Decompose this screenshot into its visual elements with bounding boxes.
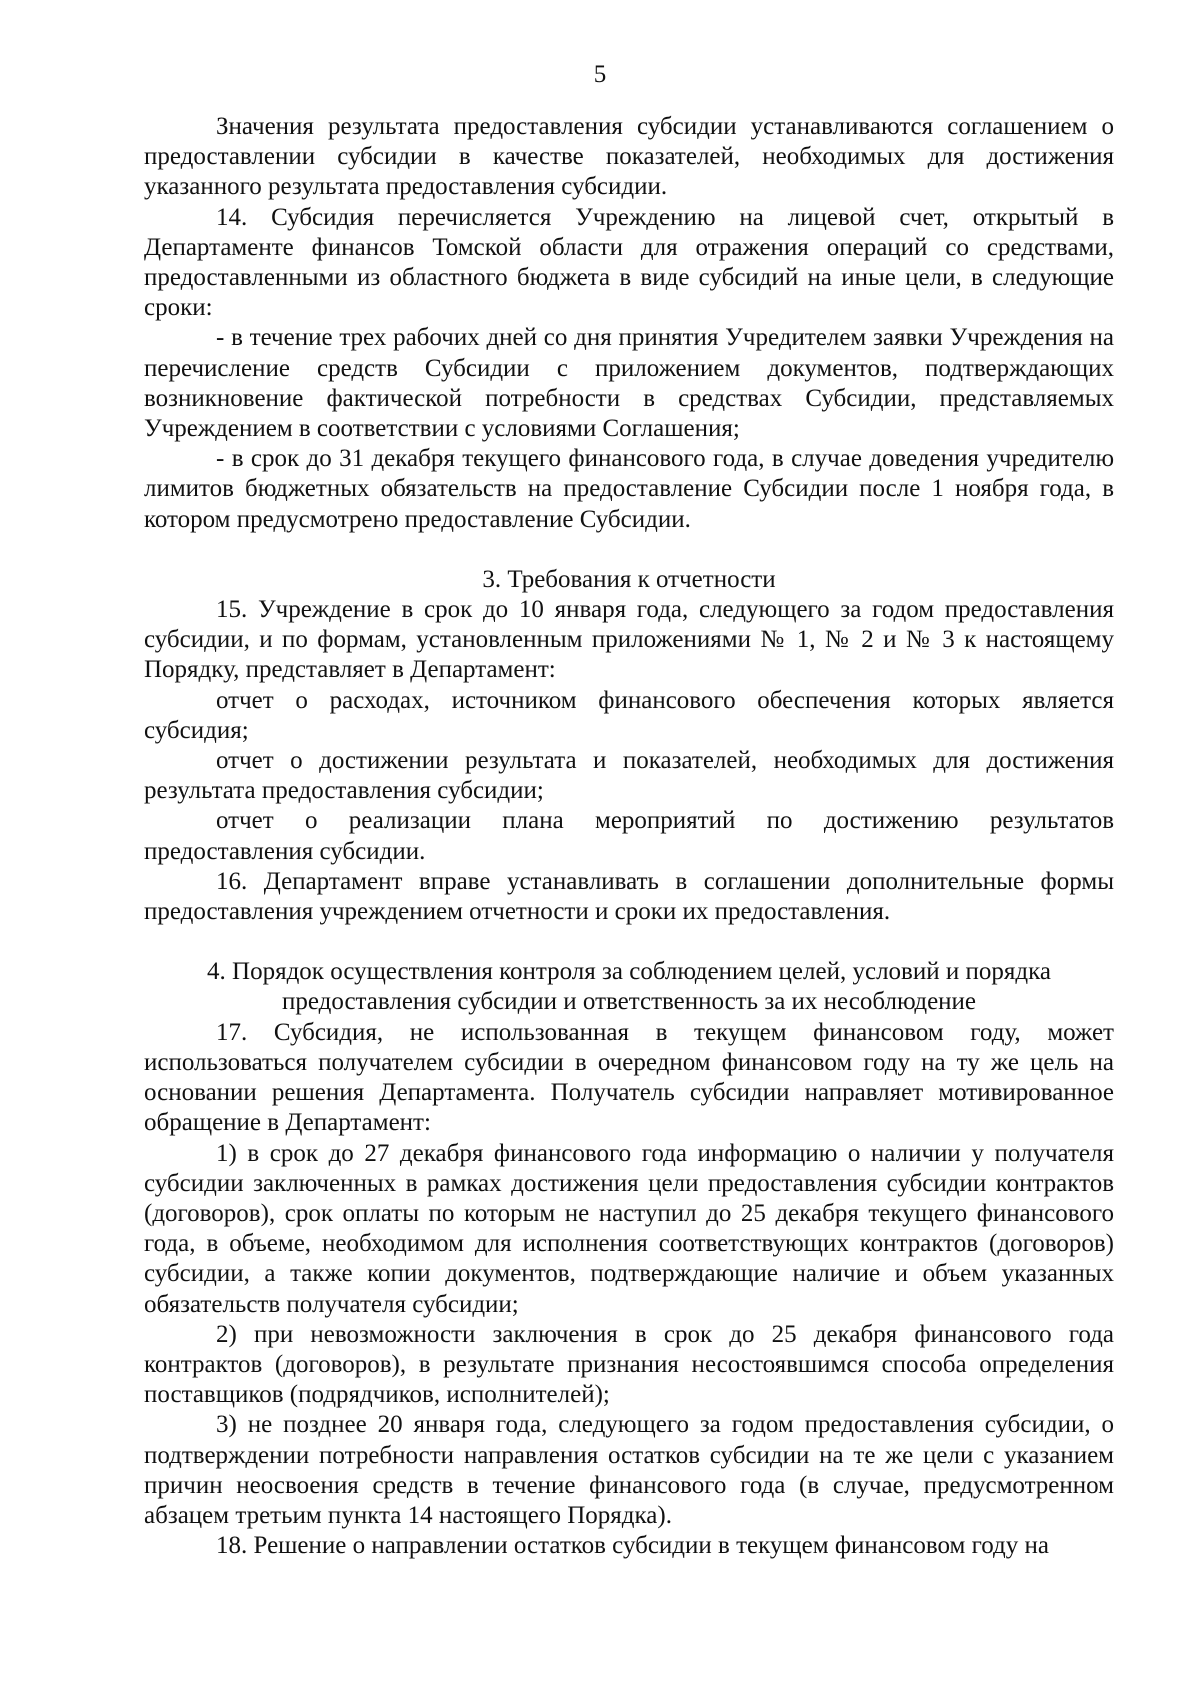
page-number: 5 (593, 61, 607, 88)
section-4-heading-line-2: предоставления субсидии и ответственность за их несоблюдение (281, 988, 977, 1016)
paragraph-16: 16. Департамент вправе устанавливать в соглашении дополнительные формы предоставления учреждением отчетности и сроки их предоставления. (144, 867, 1114, 926)
document-body (144, 112, 1114, 1561)
section-4-heading-line-1: 4. Порядок осуществления контроля за соблюдением целей, условий и порядка (207, 958, 1051, 986)
paragraph-result-values: Значения результата предоставления субсидии устанавливаются соглашением о предоставлении субсидии в качестве показателей, необходимых для достижения указанного результата предоставления субсидии. (144, 113, 1114, 201)
section-4-heading (144, 957, 1114, 1017)
paragraph-14: 14. Субсидия перечисляется Учреждению на лицевой счет, открытый в Департаменте финансов Томской области для отражения операций со средствами, предоставленными из областного бюджета в виде субсидий на иные цели, в следующие сроки: (144, 203, 1114, 322)
section-spacer (144, 535, 1114, 565)
paragraph-18: 18. Решение о направлении остатков субсидии в текущем финансовом году на (216, 1532, 1049, 1560)
paragraph-14-item-2: - в срок до 31 декабря текущего финансового года, в случае доведения учредителю лимитов бюджетных обязательств на предоставление Субсидии после 1 ноября года, в котором предусмотрено предоставление Субсидии. (144, 445, 1114, 533)
paragraph-15-report-expenses: отчет о расходах, источником финансового обеспечения которых является субсидия; (144, 686, 1114, 744)
paragraph-15: 15. Учреждение в срок до 10 января года, следующего за годом предоставления субсидии, и по формам, установленным приложениями № 1, № 2 и № 3 к настоящему Порядку, представляет в Департамент: (144, 596, 1114, 684)
paragraph-17-item-2: 2) при невозможности заключения в срок до 25 декабря финансового года контрактов (договоров), в результате признания несостоявшимся способа определения поставщиков (подрядчиков, исполнителей); (144, 1320, 1114, 1409)
paragraph-14-item-1: - в течение трех рабочих дней со дня принятия Учредителем заявки Учреждения на перечисление средств Субсидии с приложением документов, подтверждающих возникновение фактической потребности в средствах Субсидии, представляемых Учреждением в соответствии с условиями Соглашения; (144, 324, 1114, 443)
paragraph-17: 17. Субсидия, не использованная в текущем финансовом году, может использоваться получателем субсидии в очередном финансовом году на ту же цель на основании решения Департамента. Получатель субсидии направляет мотивированное обращение в Департамент: (144, 1018, 1114, 1137)
paragraph-17-item-1: 1) в срок до 27 декабря финансового года информацию о наличии у получателя субсидии заключенных в рамках достижения цели предоставления субсидии контрактов (договоров), срок оплаты по которым не наступил до 25 декабря текущего финансового года, в объеме, необходимом для исполнения соответствующих контрактов (договоров) субсидии, а также копии документов, подтверждающие наличие и объем указанных обязательств получателя субсидии; (144, 1139, 1114, 1318)
paragraph-15-report-results: отчет о достижении результата и показателей, необходимых для достижения результата предоставления субсидии; (144, 747, 1114, 805)
paragraph-15-report-plan: отчет о реализации плана мероприятий по достижению результатов предоставления субсидии. (144, 807, 1114, 865)
paragraph-17-item-3: 3) не позднее 20 января года, следующего за годом предоставления субсидии, о подтверждении потребности направления остатков субсидии на те же цели с указанием причин неосвоения средств в течение финансового года (в случае, предусмотренном абзацем третьим пункта 14 настоящего Порядка). (144, 1411, 1114, 1529)
section-spacer (144, 927, 1114, 957)
section-3-heading: 3. Требования к отчетности (482, 565, 776, 593)
